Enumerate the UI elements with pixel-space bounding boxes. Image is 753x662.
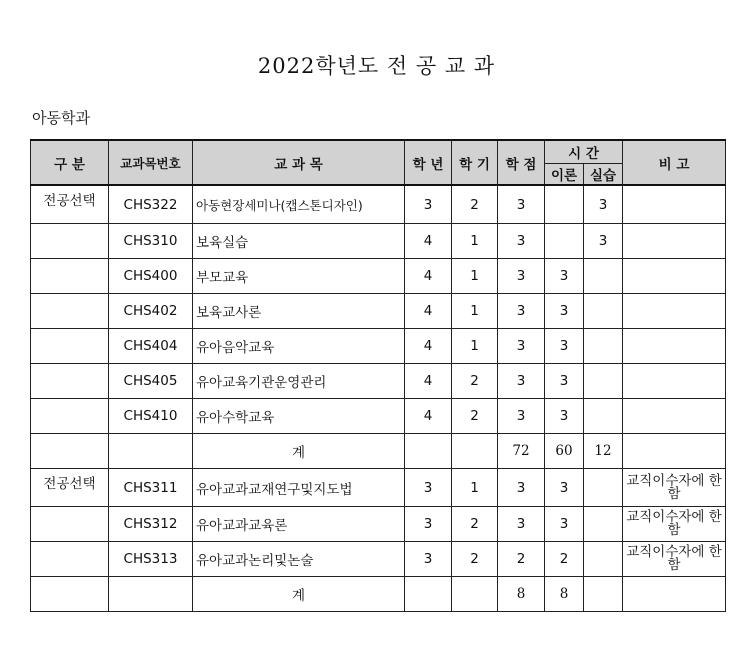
year-cell: 3: [405, 507, 452, 542]
credit-cell: 3: [498, 259, 545, 294]
total-theory: 8: [545, 577, 584, 612]
theory-cell: 3: [545, 294, 584, 329]
credit-cell: 3: [498, 294, 545, 329]
category-cell: [31, 542, 109, 577]
course-name: 아동현장세미나(캡스톤디자인): [193, 185, 405, 224]
credit-cell: 3: [498, 329, 545, 364]
theory-cell: 3: [545, 399, 584, 434]
table-row: [31, 399, 726, 434]
year-cell: [405, 577, 452, 612]
table-row: [31, 224, 726, 259]
note-cell: [623, 399, 726, 434]
year-cell: 3: [405, 542, 452, 577]
course-code: CHS404: [109, 329, 193, 364]
year-cell: 4: [405, 224, 452, 259]
practice-cell: 3: [584, 185, 623, 224]
course-code: [109, 434, 193, 469]
document-title: 2022학년도 전 공 교 과: [257, 54, 496, 78]
credit-cell: 3: [498, 364, 545, 399]
practice-cell: [584, 364, 623, 399]
header-semester: 학 기: [452, 140, 498, 185]
category-cell: [31, 507, 109, 542]
practice-cell: [584, 469, 623, 507]
theory-cell: 3: [545, 329, 584, 364]
table-row: [31, 294, 726, 329]
note-cell: [623, 224, 726, 259]
total-row: [31, 434, 726, 469]
total-practice: [584, 577, 623, 612]
header-row: [31, 140, 726, 164]
course-code: CHS410: [109, 399, 193, 434]
note-cell: [623, 577, 726, 612]
total-credit: 8: [498, 577, 545, 612]
practice-cell: 3: [584, 224, 623, 259]
course-code: CHS313: [109, 542, 193, 577]
theory-cell: 3: [545, 469, 584, 507]
header-category: 구 분: [31, 140, 109, 185]
note-cell: [623, 364, 726, 399]
note-cell: 교직이수자에 한함: [623, 542, 726, 577]
course-name: 유아수학교육: [193, 399, 405, 434]
theory-cell: 3: [545, 507, 584, 542]
category-cell: [31, 259, 109, 294]
practice-cell: [584, 542, 623, 577]
total-label: 계: [193, 434, 405, 469]
practice-cell: [584, 329, 623, 364]
category-cell: [31, 364, 109, 399]
year-cell: 4: [405, 364, 452, 399]
total-practice: 12: [584, 434, 623, 469]
year-cell: 4: [405, 259, 452, 294]
year-cell: [405, 434, 452, 469]
semester-cell: 2: [452, 364, 498, 399]
course-name: 유아교육기관운영관리: [193, 364, 405, 399]
theory-cell: 3: [545, 364, 584, 399]
category-cell: [31, 399, 109, 434]
curriculum-table: [30, 139, 726, 612]
header-note: 비 고: [623, 140, 726, 185]
course-name: 보육실습: [193, 224, 405, 259]
course-name: 유아교과교육론: [193, 507, 405, 542]
credit-cell: 3: [498, 469, 545, 507]
credit-cell: 2: [498, 542, 545, 577]
header-hours: 시 간: [545, 140, 623, 164]
course-code: CHS311: [109, 469, 193, 507]
course-code: CHS322: [109, 185, 193, 224]
theory-cell: 2: [545, 542, 584, 577]
category-cell: 전공선택: [31, 185, 109, 224]
table-row: [31, 185, 726, 224]
category-cell: 전공선택: [31, 469, 109, 507]
year-cell: 4: [405, 329, 452, 364]
category-cell: [31, 434, 109, 469]
course-code: CHS405: [109, 364, 193, 399]
department-name: 아동학과: [32, 109, 90, 127]
course-name: 유아교과논리및논술: [193, 542, 405, 577]
theory-cell: [545, 185, 584, 224]
course-name: 유아교과교재연구및지도법: [193, 469, 405, 507]
course-name: 유아음악교육: [193, 329, 405, 364]
theory-cell: 3: [545, 259, 584, 294]
course-code: CHS312: [109, 507, 193, 542]
table-row: [31, 329, 726, 364]
theory-cell: [545, 224, 584, 259]
table-row: [31, 259, 726, 294]
semester-cell: 1: [452, 224, 498, 259]
year-cell: 3: [405, 185, 452, 224]
year-cell: 4: [405, 294, 452, 329]
course-name: 부모교육: [193, 259, 405, 294]
semester-cell: [452, 577, 498, 612]
note-cell: [623, 434, 726, 469]
note-cell: 교직이수자에 한함: [623, 469, 726, 507]
note-cell: [623, 329, 726, 364]
semester-cell: 2: [452, 507, 498, 542]
semester-cell: 1: [452, 329, 498, 364]
course-code: CHS402: [109, 294, 193, 329]
header-credit: 학 점: [498, 140, 545, 185]
course-name: 보육교사론: [193, 294, 405, 329]
header-code: 교과목번호: [109, 140, 193, 185]
credit-cell: 3: [498, 399, 545, 434]
table-row: [31, 542, 726, 577]
table-row: [31, 364, 726, 399]
total-label: 계: [193, 577, 405, 612]
semester-cell: 2: [452, 542, 498, 577]
table-row: [31, 507, 726, 542]
category-cell: [31, 294, 109, 329]
category-cell: [31, 329, 109, 364]
note-cell: [623, 294, 726, 329]
practice-cell: [584, 507, 623, 542]
total-credit: 72: [498, 434, 545, 469]
credit-cell: 3: [498, 224, 545, 259]
total-row: [31, 577, 726, 612]
note-cell: 교직이수자에 한함: [623, 507, 726, 542]
course-code: [109, 577, 193, 612]
semester-cell: 2: [452, 185, 498, 224]
semester-cell: 1: [452, 469, 498, 507]
semester-cell: [452, 434, 498, 469]
year-cell: 4: [405, 399, 452, 434]
credit-cell: 3: [498, 185, 545, 224]
note-cell: [623, 185, 726, 224]
year-cell: 3: [405, 469, 452, 507]
table-row: [31, 469, 726, 507]
practice-cell: [584, 259, 623, 294]
course-code: CHS400: [109, 259, 193, 294]
semester-cell: 1: [452, 294, 498, 329]
credit-cell: 3: [498, 507, 545, 542]
category-cell: [31, 224, 109, 259]
note-cell: [623, 259, 726, 294]
header-year: 학 년: [405, 140, 452, 185]
practice-cell: [584, 399, 623, 434]
header-practice: 실습: [584, 164, 623, 186]
practice-cell: [584, 294, 623, 329]
category-cell: [31, 577, 109, 612]
header-course: 교 과 목: [193, 140, 405, 185]
course-code: CHS310: [109, 224, 193, 259]
total-theory: 60: [545, 434, 584, 469]
semester-cell: 1: [452, 259, 498, 294]
header-theory: 이론: [545, 164, 584, 186]
semester-cell: 2: [452, 399, 498, 434]
